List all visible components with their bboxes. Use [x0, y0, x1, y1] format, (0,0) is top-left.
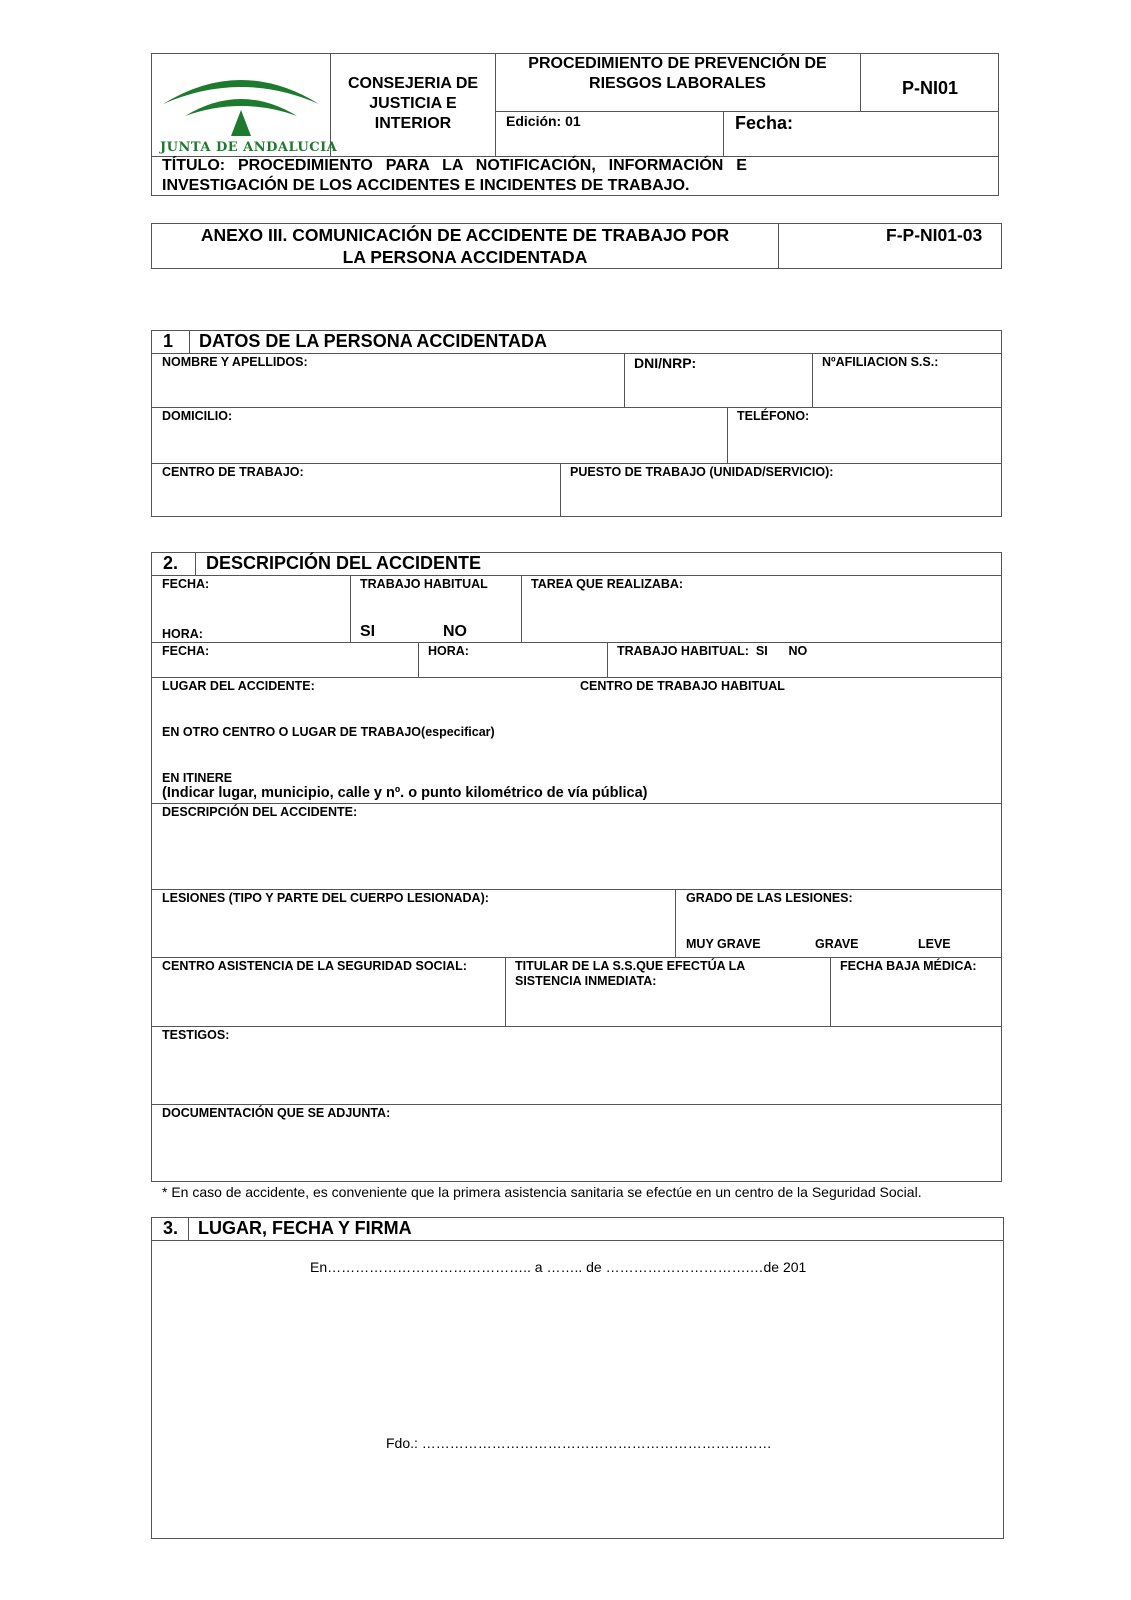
section2-number-divider: [195, 552, 196, 575]
trabajo-habitual-label: TRABAJO HABITUAL: [360, 577, 488, 591]
centro-asistencia-field[interactable]: CENTRO ASISTENCIA DE LA SEGURIDAD SOCIAL:: [162, 959, 467, 973]
row-divider: [505, 957, 506, 1026]
hora2-field[interactable]: HORA:: [428, 644, 469, 658]
row-divider: [151, 642, 1002, 643]
row-divider: [624, 353, 625, 407]
annex-divider: [778, 223, 779, 269]
titular-field-line1[interactable]: TITULAR DE LA S.S.QUE EFECTÚA LA: [515, 959, 746, 973]
muy-grave-option[interactable]: MUY GRAVE: [686, 937, 761, 951]
centro-habitual-option[interactable]: CENTRO DE TRABAJO HABITUAL: [580, 679, 785, 693]
fecha-field[interactable]: FECHA:: [162, 577, 210, 591]
header-divider: [723, 111, 724, 156]
domicilio-field[interactable]: DOMICILIO:: [162, 409, 233, 423]
descripcion-field[interactable]: DESCRIPCIÓN DEL ACCIDENTE:: [162, 805, 358, 819]
row-divider: [151, 803, 1002, 804]
signature-line[interactable]: Fdo.: …………………………………………………………………: [386, 1435, 772, 1451]
indicar-note: (Indicar lugar, municipio, calle y nº. o punto kilométrico de vía pública): [162, 785, 648, 801]
fecha-baja-field[interactable]: FECHA BAJA MÉDICA:: [840, 959, 977, 973]
puesto-trabajo-field[interactable]: PUESTO DE TRABAJO (UNIDAD/SERVICIO):: [570, 465, 834, 479]
header-divider: [495, 111, 999, 112]
row-divider: [418, 642, 419, 677]
testigos-field[interactable]: TESTIGOS:: [162, 1028, 230, 1042]
itinere-option[interactable]: EN ITINERE: [162, 771, 233, 785]
fecha-label: Fecha:: [735, 113, 794, 133]
row-divider: [607, 642, 608, 677]
row-divider: [521, 575, 522, 642]
afiliacion-field[interactable]: NºAFILIACION S.S.:: [822, 355, 939, 369]
place-date-line[interactable]: En…………………………………….. a …….. de ………………………….…de 201: [310, 1259, 807, 1275]
annex-title-line1: ANEXO III. COMUNICACIÓN DE ACCIDENTE DE TRABAJO POR: [200, 225, 730, 245]
row-divider: [151, 407, 1002, 408]
trabajo-habitual-no[interactable]: NO: [443, 623, 467, 640]
edition: Edición: 01: [506, 113, 581, 129]
fecha2-field[interactable]: FECHA:: [162, 644, 210, 658]
section1-header-line: [151, 353, 1002, 354]
row-divider: [560, 463, 561, 517]
row-divider: [350, 575, 351, 642]
document-title-line2: INVESTIGACIÓN DE LOS ACCIDENTES E INCIDENTES DE TRABAJO.: [162, 177, 690, 194]
header-divider: [495, 53, 496, 156]
trabajo-habitual2-field[interactable]: TRABAJO HABITUAL: SI NO: [617, 644, 808, 658]
section2-header-line: [151, 575, 1002, 576]
row-divider: [812, 353, 813, 407]
section1-number: 1: [163, 331, 174, 351]
trabajo-habitual-si[interactable]: SI: [360, 623, 376, 640]
section3-number: 3.: [163, 1218, 179, 1238]
lugar-accidente-label: LUGAR DEL ACCIDENTE:: [162, 679, 315, 693]
hora-field[interactable]: HORA:: [162, 627, 203, 641]
documentacion-field[interactable]: DOCUMENTACIÓN QUE SE ADJUNTA:: [162, 1106, 391, 1120]
procedure-code: P-NI01: [901, 78, 959, 98]
otro-centro-option[interactable]: EN OTRO CENTRO O LUGAR DE TRABAJO(especificar): [162, 725, 495, 739]
row-divider: [151, 677, 1002, 678]
leve-option[interactable]: LEVE: [918, 937, 951, 951]
row-divider: [151, 463, 1002, 464]
section3-header-line: [151, 1240, 1004, 1241]
centro-trabajo-field[interactable]: CENTRO DE TRABAJO:: [162, 465, 304, 479]
section1-number-divider: [189, 330, 190, 353]
footnote: * En caso de accidente, es conveniente que la primera asistencia sanitaria se efectúe en un centro de la Seguridad Social.: [162, 1184, 922, 1200]
section2-title: DESCRIPCIÓN DEL ACCIDENTE: [206, 553, 482, 573]
section3-number-divider: [188, 1217, 189, 1240]
row-divider: [151, 1104, 1002, 1105]
section3-title: LUGAR, FECHA Y FIRMA: [198, 1218, 412, 1238]
annex-title-line2: LA PERSONA ACCIDENTADA: [342, 247, 588, 267]
document-title-line1: TÍTULO: PROCEDIMIENTO PARA LA NOTIFICACIÓN, INFORMACIÓN E: [162, 157, 747, 174]
consejeria-name: CONSEJERIA DE JUSTICIA E INTERIOR: [347, 75, 479, 132]
row-divider: [727, 407, 728, 463]
row-divider: [830, 957, 831, 1026]
tarea-field[interactable]: TAREA QUE REALIZABA:: [531, 577, 684, 591]
row-divider: [151, 889, 1002, 890]
procedure-title: PROCEDIMIENTO DE PREVENCIÓN DE RIESGOS LABORALES: [528, 55, 827, 92]
logo-text: JUNTA DE ANDALUCIA: [160, 140, 338, 155]
nombre-field[interactable]: NOMBRE Y APELLIDOS:: [162, 355, 308, 369]
section1-title: DATOS DE LA PERSONA ACCIDENTADA: [199, 331, 548, 351]
row-divider: [151, 1026, 1002, 1027]
header-divider: [860, 53, 861, 111]
grado-lesiones-label: GRADO DE LAS LESIONES:: [686, 891, 853, 905]
lesiones-field[interactable]: LESIONES (TIPO Y PARTE DEL CUERPO LESIONADA):: [162, 891, 489, 905]
dni-field[interactable]: DNI/NRP:: [634, 355, 697, 371]
row-divider: [151, 957, 1002, 958]
section2-box: [151, 552, 1002, 1182]
grave-option[interactable]: GRAVE: [815, 937, 859, 951]
titular-field-line2: SISTENCIA INMEDIATA:: [515, 974, 657, 988]
row-divider: [675, 889, 676, 957]
section2-number: 2.: [163, 553, 179, 573]
annex-code: F-P-NI01-03: [886, 225, 983, 245]
telefono-field[interactable]: TELÉFONO:: [737, 409, 810, 423]
